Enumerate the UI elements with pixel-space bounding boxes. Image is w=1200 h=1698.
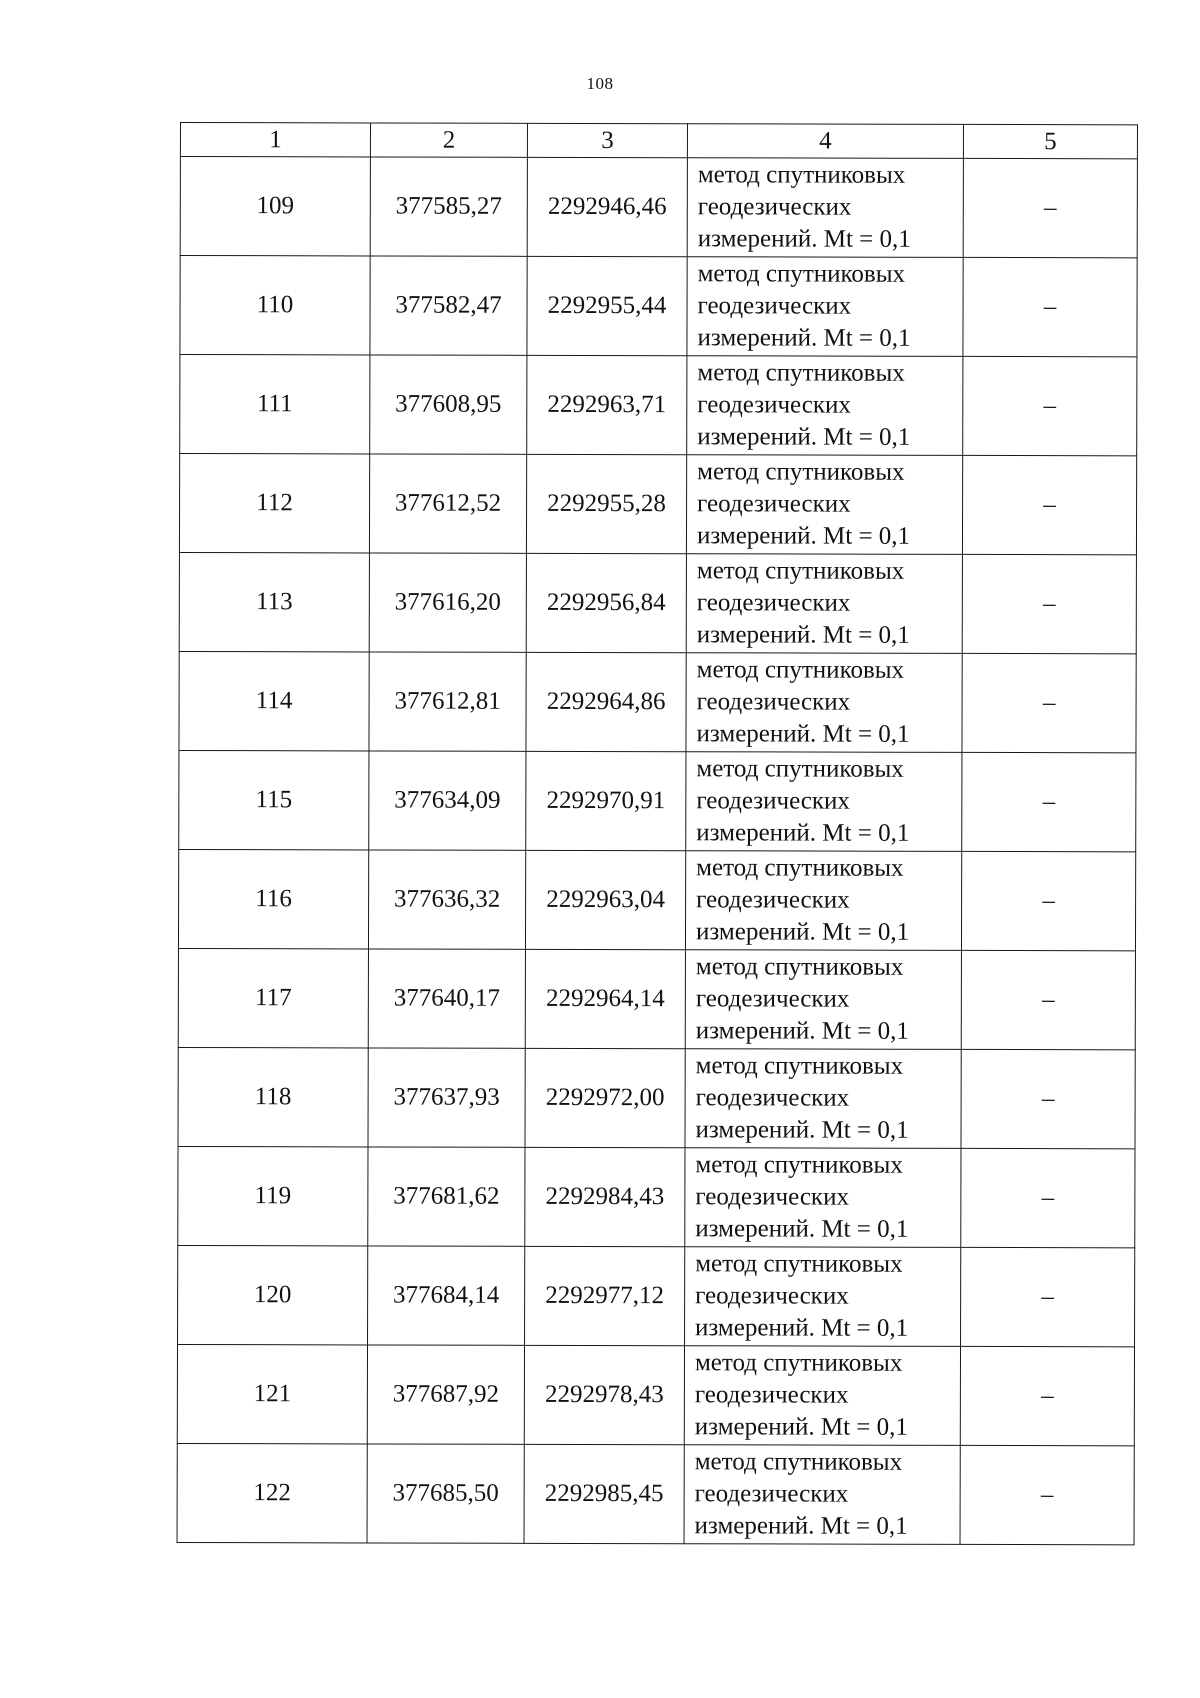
y-coordinate-cell: 2292963,04 — [525, 850, 685, 949]
table-row — [178, 1245, 1135, 1346]
method-cell — [686, 653, 962, 753]
method-line: метод спутниковых — [696, 854, 904, 882]
table-row — [180, 256, 1137, 357]
method-cell — [685, 950, 961, 1050]
x-coordinate-cell: 377685,50 — [367, 1444, 524, 1543]
method-line: измерений. Mt = 0,1 — [697, 225, 911, 253]
method-cell — [685, 1148, 961, 1248]
method-line: геодезических — [696, 589, 851, 617]
method-line: измерений. Mt = 0,1 — [696, 522, 911, 550]
method-line: геодезических — [697, 490, 851, 518]
method-line: метод спутниковых — [696, 755, 904, 783]
table-row — [178, 849, 1135, 950]
table-row — [178, 1047, 1135, 1148]
y-coordinate-cell: 2292972,00 — [525, 1048, 685, 1147]
method-line: измерений. Mt = 0,1 — [695, 1314, 909, 1342]
x-coordinate-cell: 377640,17 — [368, 949, 525, 1048]
method-line: измерений. Mt = 0,1 — [696, 621, 910, 649]
x-coordinate-cell: 377582,47 — [370, 256, 527, 355]
y-coordinate-cell: 2292977,12 — [525, 1246, 685, 1345]
method-cell — [685, 1049, 961, 1149]
method-line: геодезических — [694, 1381, 849, 1409]
header-col-3: 3 — [527, 123, 687, 157]
point-number-cell: 109 — [180, 157, 370, 256]
point-number-cell: 119 — [178, 1146, 368, 1245]
method-cell — [687, 257, 963, 357]
method-line: измерений. Mt = 0,1 — [695, 918, 910, 946]
point-number-cell: 121 — [177, 1344, 367, 1443]
note-cell: – — [961, 1049, 1135, 1148]
x-coordinate-cell: 377687,92 — [367, 1345, 524, 1444]
note-cell: – — [961, 950, 1135, 1049]
point-number-cell: 120 — [178, 1245, 368, 1344]
method-line: измерений. Mt = 0,1 — [695, 1215, 909, 1243]
method-line: геодезических — [695, 1084, 850, 1112]
header-col-1: 1 — [180, 123, 370, 157]
note-cell: – — [961, 1148, 1135, 1247]
point-number-cell: 115 — [179, 750, 369, 849]
note-cell: – — [963, 158, 1137, 257]
y-coordinate-cell: 2292955,28 — [526, 454, 686, 553]
method-line: метод спутниковых — [694, 1349, 903, 1377]
method-cell — [686, 752, 962, 852]
method-cell — [687, 356, 963, 456]
table-row — [179, 552, 1136, 653]
method-line: метод спутниковых — [695, 1151, 903, 1179]
method-line: метод спутниковых — [697, 260, 906, 288]
table-header-row — [180, 123, 1137, 159]
method-line: геодезических — [697, 391, 851, 419]
y-coordinate-cell: 2292955,44 — [527, 256, 687, 355]
table-row — [179, 454, 1136, 555]
y-coordinate-cell: 2292946,46 — [527, 157, 687, 256]
method-line: геодезических — [696, 886, 850, 914]
table-row — [179, 750, 1136, 851]
point-number-cell: 114 — [179, 651, 369, 750]
x-coordinate-cell: 377684,14 — [368, 1246, 525, 1345]
coordinates-table — [177, 122, 1138, 1545]
method-line: метод спутниковых — [697, 458, 905, 486]
method-line: измерений. Mt = 0,1 — [697, 423, 911, 451]
table-row — [180, 355, 1137, 456]
point-number-cell: 116 — [178, 849, 368, 948]
y-coordinate-cell: 2292985,45 — [524, 1444, 684, 1543]
method-line: геодезических — [695, 1282, 849, 1310]
table-body — [177, 157, 1137, 1545]
note-cell: – — [962, 653, 1136, 752]
note-cell: – — [962, 554, 1136, 653]
method-line: измерений. Mt = 0,1 — [696, 819, 910, 847]
point-number-cell: 113 — [179, 552, 369, 651]
x-coordinate-cell: 377636,32 — [368, 850, 525, 949]
method-line: измерений. Mt = 0,1 — [696, 720, 910, 748]
method-line: метод спутниковых — [697, 359, 905, 387]
method-line: измерений. Mt = 0,1 — [694, 1512, 908, 1540]
y-coordinate-cell: 2292964,86 — [526, 652, 686, 751]
header-col-4: 4 — [687, 124, 963, 159]
note-cell: – — [960, 1346, 1134, 1445]
x-coordinate-cell: 377637,93 — [368, 1048, 525, 1147]
method-cell — [684, 1445, 960, 1545]
method-line: метод спутниковых — [696, 557, 905, 585]
method-line: метод спутниковых — [696, 656, 905, 684]
point-number-cell: 111 — [180, 355, 370, 454]
method-line: геодезических — [694, 1480, 849, 1508]
y-coordinate-cell: 2292956,84 — [526, 553, 686, 652]
note-cell: – — [963, 356, 1137, 455]
table-row — [178, 1146, 1135, 1247]
table-row — [177, 1344, 1134, 1445]
table-row — [177, 1443, 1134, 1544]
coordinates-table-container — [177, 122, 1137, 1545]
method-cell — [686, 455, 962, 555]
y-coordinate-cell: 2292964,14 — [525, 949, 685, 1048]
x-coordinate-cell: 377608,95 — [370, 355, 527, 454]
method-line: геодезических — [696, 787, 850, 815]
x-coordinate-cell: 377634,09 — [369, 751, 526, 850]
point-number-cell: 112 — [179, 454, 369, 553]
table-row — [180, 157, 1137, 258]
method-cell — [686, 554, 962, 654]
note-cell: – — [961, 851, 1135, 950]
method-line: геодезических — [697, 292, 852, 320]
method-line: метод спутниковых — [695, 1052, 904, 1080]
method-line: измерений. Mt = 0,1 — [697, 324, 911, 352]
method-cell — [687, 158, 963, 258]
header-col-2: 2 — [370, 123, 527, 157]
table-row — [179, 651, 1136, 752]
point-number-cell: 118 — [178, 1047, 368, 1146]
point-number-cell: 117 — [178, 948, 368, 1047]
page-number: 108 — [586, 74, 614, 93]
method-line: измерений. Mt = 0,1 — [694, 1413, 908, 1441]
note-cell: – — [962, 455, 1136, 554]
note-cell: – — [962, 752, 1136, 851]
point-number-cell: 110 — [180, 256, 370, 355]
y-coordinate-cell: 2292963,71 — [527, 355, 687, 454]
method-line: метод спутниковых — [695, 1250, 903, 1278]
x-coordinate-cell: 377612,52 — [369, 454, 526, 553]
note-cell: – — [963, 257, 1137, 356]
y-coordinate-cell: 2292978,43 — [524, 1345, 684, 1444]
method-line: метод спутниковых — [694, 1448, 903, 1476]
x-coordinate-cell: 377585,27 — [370, 157, 527, 256]
method-line: измерений. Mt = 0,1 — [695, 1017, 909, 1045]
method-cell — [685, 851, 961, 951]
x-coordinate-cell: 377612,81 — [369, 652, 526, 751]
x-coordinate-cell: 377681,62 — [368, 1147, 525, 1246]
table-row — [178, 948, 1135, 1049]
note-cell: – — [961, 1247, 1135, 1346]
method-line: геодезических — [696, 688, 851, 716]
method-line: измерений. Mt = 0,1 — [695, 1116, 909, 1144]
method-line: геодезических — [695, 1183, 850, 1211]
header-col-5: 5 — [963, 124, 1137, 158]
method-line: геодезических — [695, 985, 850, 1013]
method-line: метод спутниковых — [695, 953, 904, 981]
method-line: геодезических — [697, 193, 852, 221]
y-coordinate-cell: 2292970,91 — [526, 751, 686, 850]
method-line: метод спутниковых — [697, 161, 906, 189]
note-cell: – — [960, 1445, 1134, 1544]
x-coordinate-cell: 377616,20 — [369, 553, 526, 652]
method-cell — [684, 1346, 960, 1446]
method-cell — [685, 1247, 961, 1347]
point-number-cell: 122 — [177, 1443, 367, 1542]
y-coordinate-cell: 2292984,43 — [525, 1147, 685, 1246]
